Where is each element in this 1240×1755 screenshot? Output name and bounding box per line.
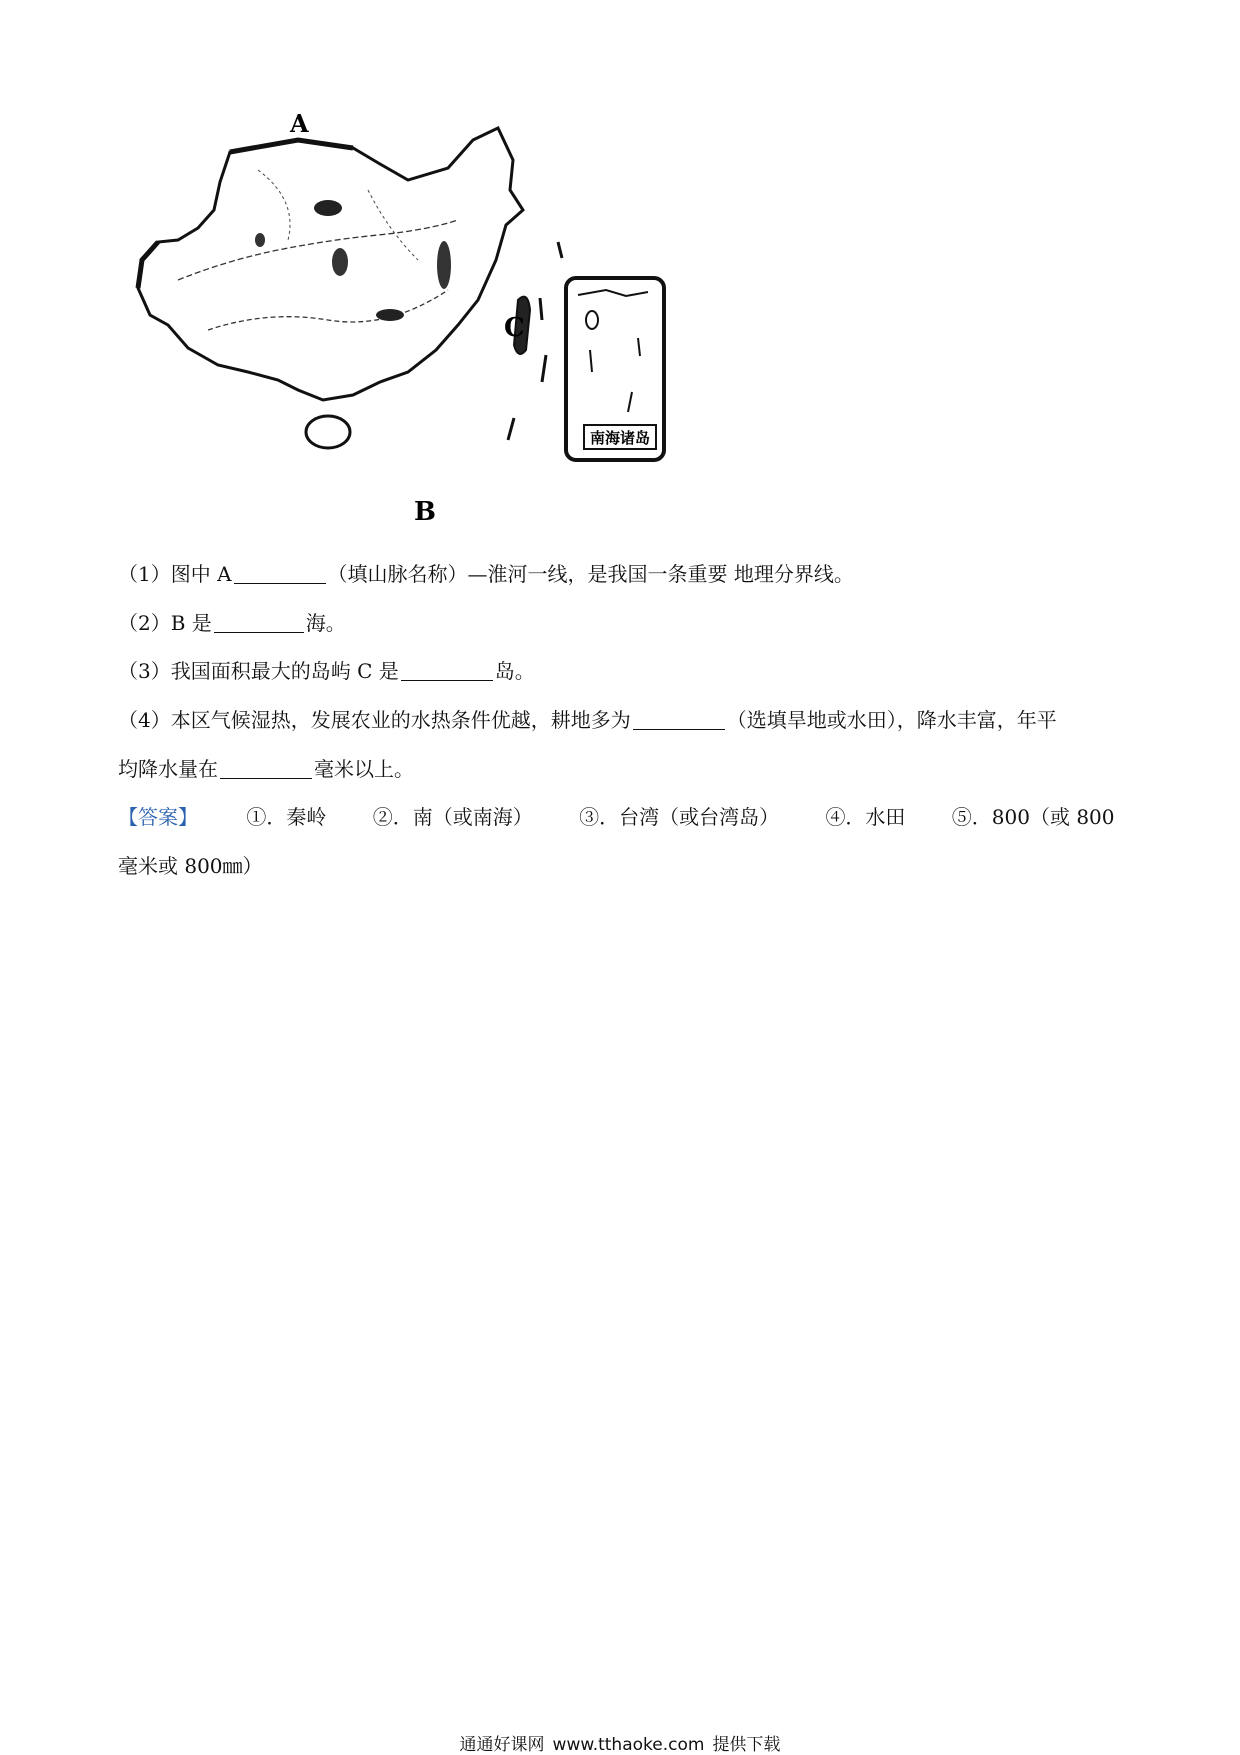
inset-label: 南海诸岛 xyxy=(589,429,651,447)
answer-item: 毫米或 800㎜） xyxy=(118,854,263,878)
answer-item: ①．秦岭 xyxy=(246,805,327,829)
answer-blank xyxy=(401,660,493,681)
question-text: （填山脉名称）—淮河一线，是我国一条重要 地理分界线。 xyxy=(327,562,854,586)
page-footer xyxy=(0,1730,1240,1755)
answer-blank xyxy=(220,758,312,779)
footer-note: 提供下载 xyxy=(712,1735,781,1755)
question-text: （1）图中 A xyxy=(118,562,232,586)
answer-tag: 【答案】 xyxy=(118,805,198,829)
question-text: 均降水量在 xyxy=(118,757,218,781)
question-text: （选填旱地或水田），降水丰富，年平 xyxy=(726,708,1057,732)
question-1 xyxy=(118,559,854,589)
question-text: （3）我国面积最大的岛屿 C 是 xyxy=(118,659,399,683)
map-label-a: A xyxy=(290,110,309,138)
hainan-island xyxy=(306,416,350,448)
question-text: 岛。 xyxy=(494,659,535,683)
answer-item: ③．台湾（或台湾岛） xyxy=(579,805,780,829)
answer-blank xyxy=(633,709,725,730)
answer-blank xyxy=(234,563,326,584)
answer-continued xyxy=(118,851,263,881)
answer-line xyxy=(118,802,1115,832)
footer-url[interactable]: www.tthaoke.com xyxy=(552,1735,705,1755)
question-2 xyxy=(118,608,346,638)
mainland-outline xyxy=(138,128,523,400)
question-4 xyxy=(118,705,1057,735)
question-text: （4）本区气候湿热，发展农业的水热条件优越，耕地多为 xyxy=(118,708,631,732)
question-text: 海。 xyxy=(305,611,346,635)
question-text: （2）B 是 xyxy=(118,611,212,635)
map-label-c: C xyxy=(504,313,525,343)
answer-blank xyxy=(214,612,304,633)
question-3 xyxy=(118,656,535,686)
answer-item: ④．水田 xyxy=(825,805,906,829)
footer-site: 通通好课网 xyxy=(459,1735,545,1755)
answer-item: ⑤．800（或 800 xyxy=(951,805,1115,829)
question-4-continued xyxy=(118,754,414,784)
map-figure xyxy=(118,110,748,530)
answer-item: ②．南（或南海） xyxy=(372,805,533,829)
map-label-b: B xyxy=(414,497,436,527)
question-text: 毫米以上。 xyxy=(314,757,414,781)
